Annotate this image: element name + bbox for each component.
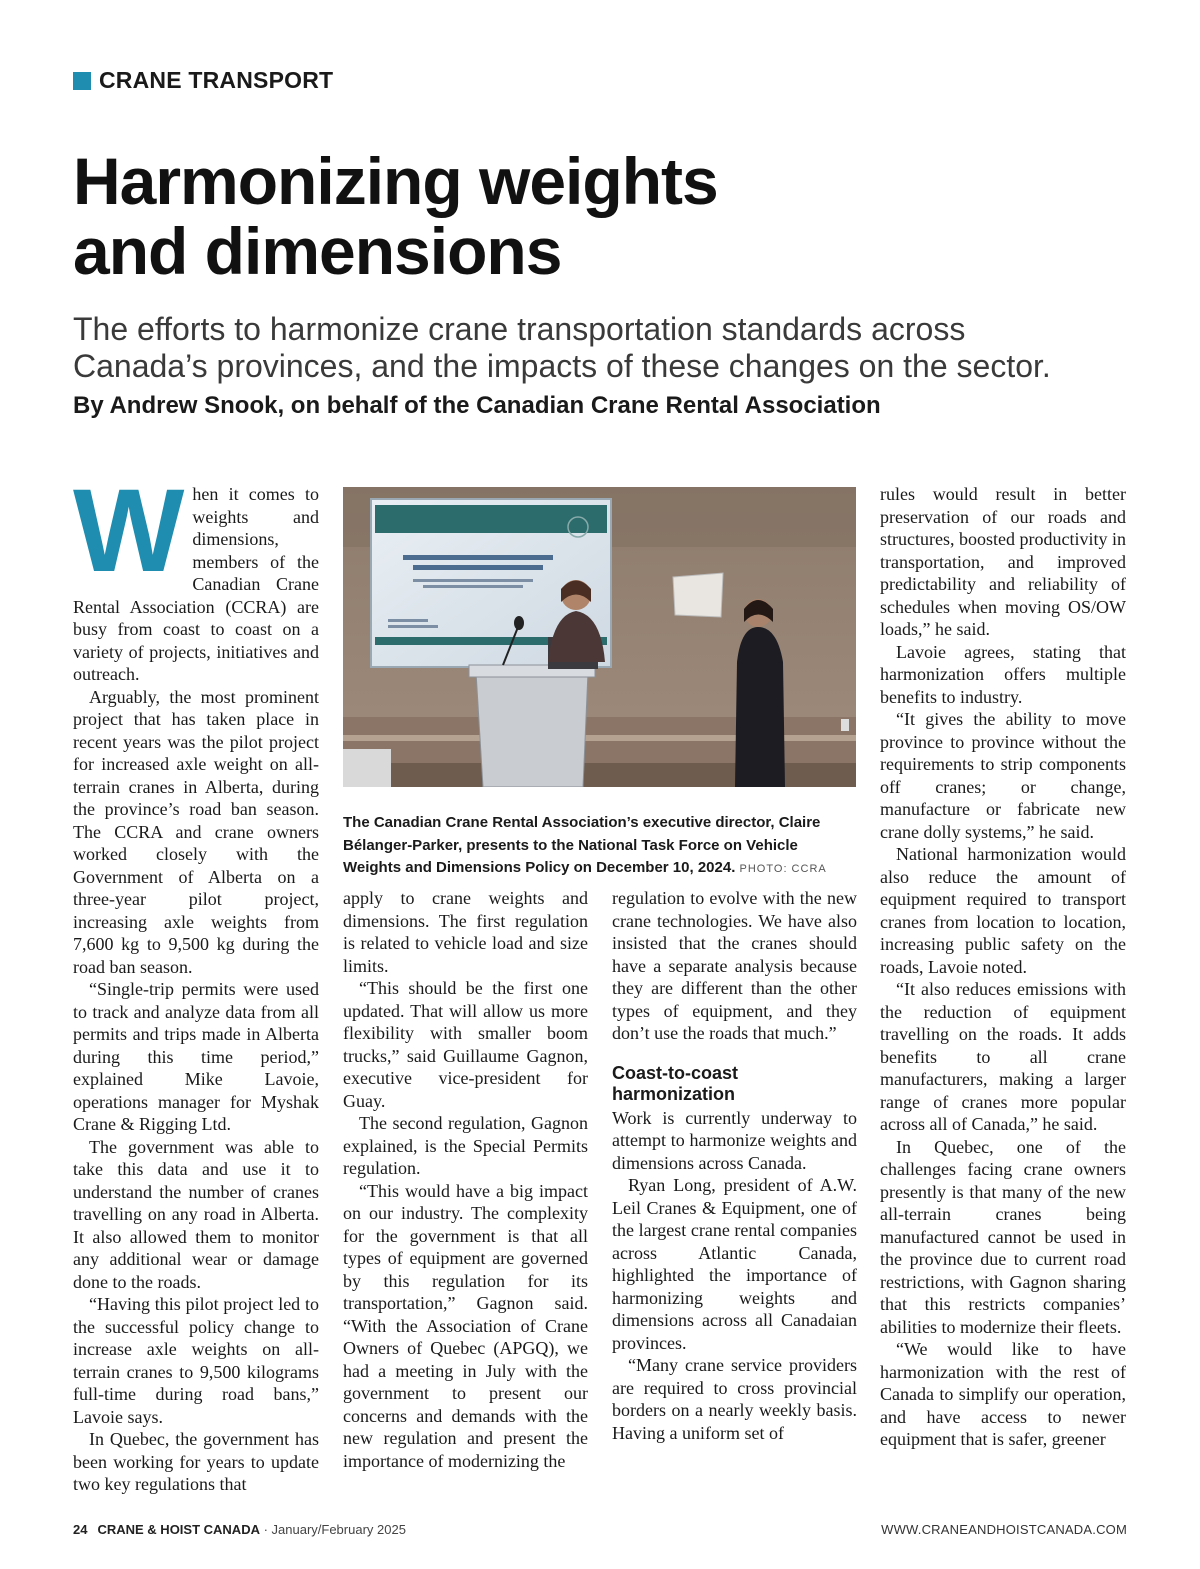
paragraph: Lavoie agrees, stating that harmonization offers multiple benefits to industry.: [880, 641, 1126, 707]
deck-line-1: The efforts to harmonize crane transportation standards across: [73, 311, 966, 347]
caption-text: The Canadian Crane Rental Association’s executive director, Claire Bélanger-Parker, presents to the National Task Force on Vehicle Weights and Dimensions Policy on December 10, 2024.: [343, 814, 821, 876]
paragraph: regulation to evolve with the new crane technologies. We have also insisted that the cranes should have a separate analysis because they are different than the other types of equipment, and they don’t use the roads that much.”: [612, 888, 857, 1043]
drop-cap: W: [73, 465, 185, 597]
section-label: CRANE TRANSPORT: [99, 67, 334, 93]
photo-caption: [343, 812, 855, 881]
deck-line-2: Canada’s provinces, and the impacts of these changes on the sector.: [73, 348, 1051, 384]
paragraph: rules would result in better preservation of our roads and structures, boosted productivity in transportation, and improved predictability and reliability of schedules when moving OS/OW loads,” he said.: [880, 484, 1126, 639]
headline-line-2: and dimensions: [73, 214, 562, 288]
paragraph: Arguably, the most prominent project that has taken place in recent years was the pilot project for increased axle weight on all-terrain cranes in Alberta, during the province’s road ban season. The CCRA and crane owners worked closely with the Government of Alberta on a three-year pilot project, increasing axle weights from 7,600 kg to 9,500 kg during the road ban season.: [73, 686, 319, 977]
paragraph: Work is currently underway to attempt to harmonize weights and dimensions across Canada.: [612, 1107, 857, 1173]
column-3: [612, 887, 857, 1444]
issue-date: · January/February 2025: [259, 1522, 406, 1537]
photo-credit: PHOTO: CCRA: [739, 863, 827, 875]
paragraph: “It also reduces emissions with the reduction of equipment travelling on the roads. It adds benefits to all crane manufacturers, making a larger range of cranes more popular across all of Canada,” he said.: [880, 979, 1126, 1134]
subhead: [612, 1063, 857, 1105]
paragraph: “We would like to have harmonization with the rest of Canada to simplify our operation, and have access to newer equipment that is safer, greener: [880, 1339, 1126, 1449]
byline: By Andrew Snook, on behalf of the Canadian Crane Rental Association: [73, 392, 881, 419]
column-2: [343, 887, 588, 1472]
section-square-icon: [73, 72, 91, 90]
paragraph: “Single-trip permits were used to track and analyze data from all permits and trips made in Alberta during this time period,” explained Mike Lavoie, operations manager for Myshak Crane & Rigging Ltd.: [73, 979, 319, 1134]
subhead-line-2: harmonization: [612, 1083, 736, 1104]
presentation-photo-image: [343, 487, 856, 787]
paragraph: “Having this pilot project led to the successful policy change to increase axle weights on all-terrain cranes to 9,500 kilograms full-time during road bans,” Lavoie says.: [73, 1294, 319, 1427]
paragraph: “It gives the ability to move province to province without the requirements to strip components off cranes; or change, manufacture or fabricate new crane dolly systems,” he said.: [880, 709, 1126, 842]
headline: [73, 146, 1133, 286]
page-footer: [73, 1522, 1127, 1542]
column-4: [880, 483, 1126, 1451]
page-number: 24: [73, 1522, 88, 1537]
paragraph: “Many crane service providers are required to cross provincial borders on a nearly weekly basis. Having a uniform set of: [612, 1355, 857, 1443]
paragraph: “This would have a big impact on our industry. The complexity for the government is that all types of equipment are governed by this regulation for its transportation,” Gagnon said. “With the Association of Crane Owners of Quebec (APGQ), we had a meeting in July with the government to present our concerns and demands with the new regulation and present the importance of modernizing the: [343, 1180, 588, 1471]
paragraph: The second regulation, Gagnon explained, is the Special Permits regulation.: [343, 1113, 588, 1178]
footer-folio: [73, 1522, 406, 1537]
paragraph: In Quebec, the government has been working for years to update two key regulations that: [73, 1429, 319, 1494]
paragraph: Ryan Long, president of A.W. Leil Cranes & Equipment, one of the largest crane rental companies across Atlantic Canada, highlighted the importance of harmonizing weights and dimensions across all Canadaian provinces.: [612, 1175, 857, 1353]
magazine-name: CRANE & HOIST CANADA: [97, 1522, 260, 1537]
headline-line-1: Harmonizing weights: [73, 144, 718, 218]
deck: [73, 311, 1153, 385]
paragraph: In Quebec, one of the challenges facing crane owners presently is that many of the new all-terrain cranes being manufactured cannot be used in the province due to current road restrictions, with Gagnon sharing that this restricts companies’ abilities to modernize their fleets.: [880, 1136, 1126, 1337]
paragraph: National harmonization would also reduce the amount of equipment required to transport cranes from location to location, increasing public safety on the roads, Lavoie noted.: [880, 844, 1126, 977]
article-photo: [343, 487, 856, 787]
column-1: [73, 465, 319, 1496]
subhead-line-1: Coast-to-coast: [612, 1062, 739, 1083]
website-url[interactable]: WWW.CRANEANDHOISTCANADA.COM: [881, 1522, 1127, 1537]
paragraph: “This should be the first one updated. That will allow us more flexibility with smaller boom trucks,” said Guillaume Gagnon, executive vice-president for Guay.: [343, 978, 588, 1111]
paragraph: The government was able to take this data and use it to understand the number of cranes travelling on any road in Alberta. It also allowed them to monitor any additional wear or damage done to the roads.: [73, 1136, 319, 1292]
paragraph: apply to crane weights and dimensions. The first regulation is related to vehicle load and size limits.: [343, 888, 588, 976]
paragraph: When it comes to weights and dimensions, members of the Canadian Crane Rental Association (CCRA) are busy from coast to coast on a variety of projects, initiatives and outreach.: [73, 465, 319, 684]
section-tag: [73, 67, 333, 94]
